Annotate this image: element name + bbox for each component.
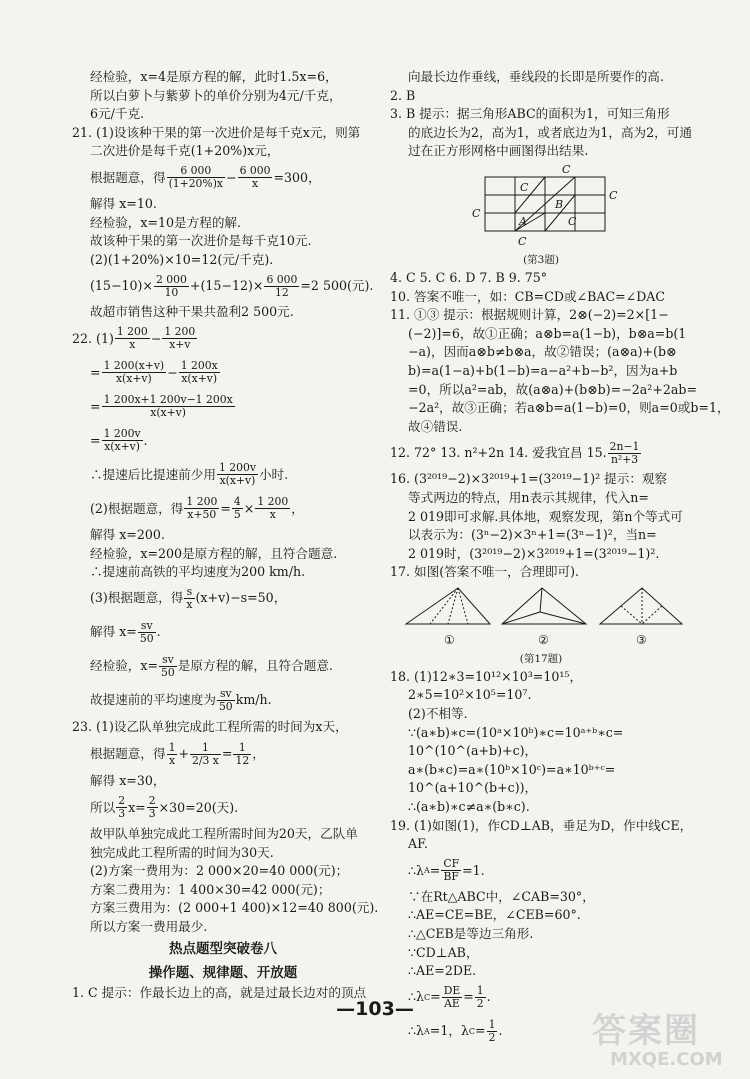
label-two: ② <box>538 632 549 647</box>
text-line: 23. (1)设乙队单独完成此工程所需的时间为x天， <box>72 718 348 734</box>
text-line: ∵在Rt△ABC中，∠CAB=30°， <box>408 888 595 904</box>
text-line: 4. C 5. C 6. D 7. B 9. 75° <box>390 269 548 285</box>
text-line: 6元/千克. <box>90 106 145 122</box>
text-line: ∴△CEB是等边三角形. <box>408 926 534 941</box>
label-c: C <box>562 162 571 176</box>
text-line: 1. C 提示：作最长边上的高，就是过最长边对的顶点 <box>72 985 367 1001</box>
text-line: 方案二费用为：1 400×30=42 000(元)； <box>90 881 331 897</box>
text-line: 2∗5=10²×10⁵=10⁷. <box>408 687 532 703</box>
text-line: (2)不相等. <box>408 706 468 722</box>
label-c: C <box>472 206 481 220</box>
text-line: 10^(10^(a+b)+c)， <box>408 743 538 759</box>
q22-line6: (2)根据题意，得 $\frac{1 200}{x+50}$ = $\frac{4}{5}$ × $\frac{1 200}{x}$ ， <box>90 495 304 522</box>
section-title: 热点题型突破卷八 <box>169 941 277 958</box>
q22-line5: ∴提速后比提速前少用 $\frac{1 200v}{x(x+v)}$ 小时. <box>90 461 289 488</box>
grid-figure <box>390 161 692 257</box>
fraction: $\frac{6 000}{x}$ <box>239 164 271 191</box>
q21-profit-equation: (15−10)× $\frac{2 000}{10}$ +(15−12)× $\frac{6 000}{12}$ =2 500(元). <box>90 272 374 299</box>
text-line: 2. B <box>390 87 416 103</box>
fraction: $\frac{6 000}{(1+20\%)x}$ <box>168 164 223 191</box>
label-c: C <box>520 180 529 194</box>
q19-lambda-c: ∴λ C = $\frac{DE}{AE}$ = $\frac{1}{2}$ . <box>408 984 491 1011</box>
text-line: AF. <box>408 836 428 852</box>
q22-line7: (3)根据题意，得 $\frac{s}{x}$ (x+v)−s=50， <box>90 585 287 612</box>
text-line: 以表示为：(3ⁿ−2)×3ⁿ+1=(3ⁿ−1)²，当n= <box>408 527 657 543</box>
text-line: 向最长边作垂线，垂线段的长即是所要作的高. <box>408 69 664 84</box>
text-line: 17. 如图(答案不唯一，合理即可). <box>390 564 579 580</box>
text-line: 故超市销售这种干果共盈利2 500元. <box>90 304 294 320</box>
q19-result: ∴λ A =1，λ C = $\frac{1}{2}$ . <box>408 1018 503 1045</box>
text-line: (−2)]=6，故①正确；a⊗b=a(1−b)，b⊗a=b(1 <box>408 325 687 341</box>
section-subtitle: 操作题、规律题、开放题 <box>148 965 298 982</box>
figure-3 <box>390 161 692 269</box>
text-line: ∴(a∗b)∗c≠a∗(b∗c). <box>408 799 530 815</box>
text-line: 10. 答案不唯一，如：CB=CD或∠BAC=∠DAC <box>390 288 666 304</box>
label-c: C <box>609 188 618 202</box>
q22-line2: = $\frac{1 200(x+v)}{x(x+v)}$ − $\frac{1 200x}{x(x+v)}$ <box>90 359 218 386</box>
label-b: B <box>555 197 564 211</box>
text-line: b)=a(1−a)+b(1−b)=a−a²+b−b²，因为a+b <box>408 362 678 378</box>
text-line: 经检验，x=200是原方程的解，且符合题意. <box>90 545 338 561</box>
text-line: 解得 x=30， <box>90 773 166 789</box>
text-line: 18. (1)12∗3=10¹²×10³=10¹⁵， <box>390 668 583 684</box>
watermark-logo <box>592 1012 742 1074</box>
q19-lambda-a: ∴λ A = $\frac{CF}{BF}$ =1. <box>408 857 485 884</box>
watermark-top: 答案圈 <box>592 1011 700 1051</box>
text-line: 故甲队单独完成此工程所需时间为20天，乙队单 <box>90 825 358 841</box>
text-line: 方案三费用为：(2 000+1 400)×12=40 800(元). <box>90 900 379 916</box>
text-line: (2)(1+20%)×10=12(元/千克). <box>90 251 274 267</box>
text-line: 解得 x=200. <box>90 526 165 542</box>
text-line: 2 019即可求解.具体地，观察发现，第n个等式可 <box>408 508 683 524</box>
text-line: −2a²，故③正确；若a⊗b=a(1−b)=0，则a=0或b=1， <box>408 400 730 416</box>
text-line: (2)方案一费用为：2 000×20=40 000(元)； <box>90 863 349 879</box>
figure-caption: (第17题) <box>519 652 563 665</box>
text-line: ∴提速前高铁的平均速度为200 km/h. <box>90 564 306 580</box>
text-line: 经检验，x=4是原方程的解，此时1.5x=6， <box>90 69 338 84</box>
page-number: —103— <box>336 998 414 1020</box>
q23-line4: 所以 $\frac{2}{3}$ x= $\frac{2}{3}$ ×30=20(天). <box>90 794 239 821</box>
watermark-bottom: MXQE.COM <box>610 1049 723 1070</box>
text-line: 的底边长为2，高为1，或者底边为1，高为2，可通 <box>408 124 692 140</box>
label-a: A <box>519 214 527 228</box>
figure-17 <box>390 582 692 668</box>
text-line: 故该种干果的第一次进价是每千克10元. <box>90 233 312 249</box>
text-line: 16. (3²⁰¹⁹−2)×3²⁰¹⁹+1=(3²⁰¹⁹−1)² 提示：观察 <box>390 471 668 487</box>
text-line: 解得 x=10. <box>90 195 157 211</box>
label-one: ① <box>444 632 455 647</box>
q12-15-line: 12. 72° 13. n²+2n 14. 爱我宜昌 15. $\frac{2n-1}{\text{n²+3}}$ <box>390 439 640 466</box>
text-line: 21. (1)设该种干果的第一次进价是每千克x元，则第 <box>72 124 361 140</box>
triangles-figure <box>390 582 692 654</box>
text-line: ∴AE=2DE. <box>408 963 477 979</box>
q23-equation: 根据题意，得 $\frac{1}{x}$ + $\frac{1}{2/3 x}$ = $\frac{1}{12}$ ， <box>90 740 265 767</box>
label-three: ③ <box>636 632 647 647</box>
text-line: 10^(a+10^(b+c))， <box>408 780 538 796</box>
q22-line1: 22. (1) $\frac{1 200}{x}$ − $\frac{1 200}{x+v}$ <box>72 325 196 352</box>
q22-line3: = $\frac{1 200x+1 200v-1 200x}{x(x+v)}$ <box>90 393 233 420</box>
label-c: C <box>518 234 527 248</box>
text-line: 故④错误. <box>408 418 463 434</box>
text-line: =0，所以a²=ab，故(a⊗a)+(b⊗b)=−2a²+2ab= <box>408 381 698 397</box>
right-column <box>390 68 730 1049</box>
text-line: ∴AE=CE=BE，∠CEB=60°. <box>408 907 581 923</box>
q22-line8: 解得 x= $\frac{sv}{50}$ . <box>90 619 161 646</box>
q22-line9: 经检验，x= $\frac{sv}{50}$ 是原方程的解，且符合题意. <box>90 653 333 680</box>
text-line: 2 019时，(3²⁰¹⁹−2)×3²⁰¹⁹+1=(3²⁰¹⁹−1)². <box>408 545 660 561</box>
text-line: 过在正方形网格中画图得出结果. <box>408 143 589 159</box>
text-line: ∵CD⊥AB， <box>408 944 479 960</box>
label-c: C <box>568 214 577 228</box>
q22-line10: 故提速前的平均速度为 $\frac{sv}{50}$ km/h. <box>90 687 272 714</box>
left-column <box>72 68 379 1003</box>
text-line: −a)，因而a⊗b≠b⊗a，故②错误；(a⊗a)+(b⊗ <box>408 344 677 360</box>
figure-caption: (第3题) <box>523 253 559 266</box>
text-line: 11. ①③ 提示：根据规则计算，2⊗(−2)=2×[1− <box>390 307 669 323</box>
text-line: 独完成此工程所需的时间为30天. <box>90 844 274 860</box>
text-line: 19. (1)如图(1)，作CD⊥AB，垂足为D，作中线CE， <box>390 817 693 833</box>
text-line: 二次进价是每千克(1+20%)x元， <box>90 143 280 159</box>
text-line: ∵(a∗b)∗c=(10ᵃ×10ᵇ)∗c=10ᵃ⁺ᵇ∗c= <box>408 724 624 740</box>
text-line: 所以方案一费用最少. <box>90 918 208 934</box>
text-line: 经检验，x=10是方程的解. <box>90 214 242 230</box>
text-line: a∗(b∗c)=a∗(10ᵇ×10ᶜ)=a∗10ᵇ⁺ᶜ= <box>408 761 616 777</box>
text-line: 3. B 提示：据三角形ABC的面积为1，可知三角形 <box>390 106 670 122</box>
text-line: 所以白萝卜与紫萝卜的单价分别为4元/千克， <box>90 87 342 103</box>
text-line: 等式两边的特点，用n表示其规律，代入n= <box>408 489 649 505</box>
q22-line4: = $\frac{1 200v}{x(x+v)}$ . <box>90 427 148 454</box>
q21-equation: 根据题意，得 $\frac{6 000}{(1+20\%)x}$ − $\frac{6 000}{x}$ =300， <box>90 164 321 191</box>
